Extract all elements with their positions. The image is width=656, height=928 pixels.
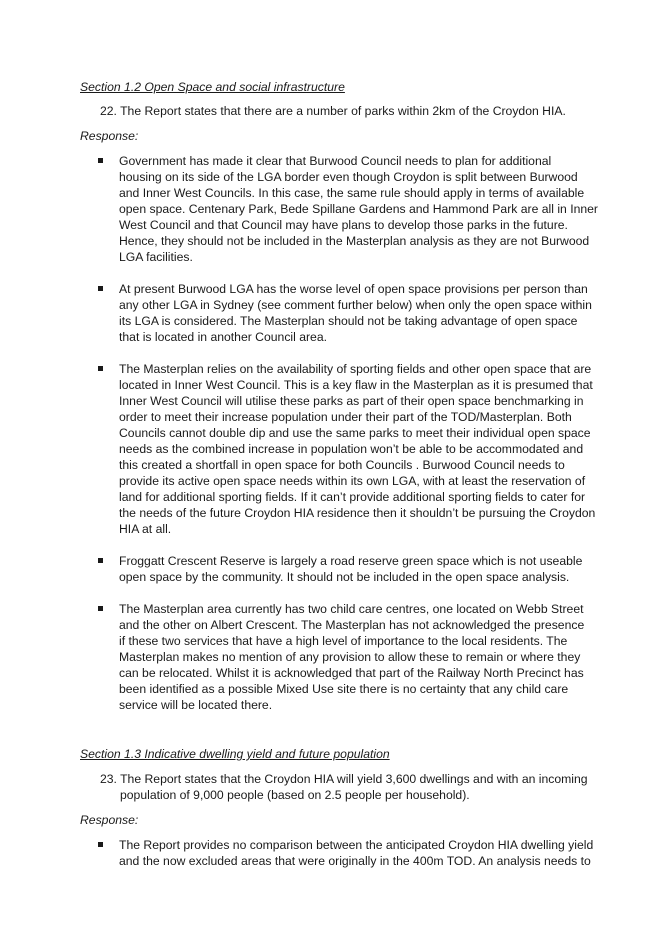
bullet-line: LGA facilities. xyxy=(119,250,193,264)
bullet-line: and the other on Albert Crescent. The Masterplan has not acknowledged the presence xyxy=(119,618,585,632)
bullet-line: and the now excluded areas that were originally in the 400m TOD. An analysis needs to xyxy=(119,854,591,868)
bullet-line: HIA at all. xyxy=(119,522,172,536)
bullet-marker xyxy=(98,842,103,847)
bullet-line: this created a shortfall in open space for both Councils . Burwood Council needs to xyxy=(119,458,565,472)
bullet-item xyxy=(98,553,588,585)
bullet-line: provide its active open space needs within its own LGA, with at least the reservation of xyxy=(119,474,586,488)
bullet-line: its LGA is considered. The Masterplan should not be taking advantage of open space xyxy=(119,314,578,328)
section-1-3-heading: Section 1.3 Indicative dwelling yield and future population xyxy=(80,747,390,761)
bullet-marker xyxy=(98,158,103,163)
bullet-line: Froggatt Crescent Reserve is largely a road reserve green space which is not useable xyxy=(119,554,583,568)
bullet-line: Government has made it clear that Burwood Council needs to plan for additional xyxy=(119,154,552,168)
bullet-line: West Council and that Council may have plans to develop those parks in the future. xyxy=(119,218,568,232)
bullet-line: service will be located there. xyxy=(119,698,273,712)
bullet-line: been identified as a possible Mixed Use site there is no certainty that any child care xyxy=(119,682,569,696)
bullet-marker xyxy=(98,366,103,371)
bullet-line: can be relocated. Whilst it is acknowledged that part of the Railway North Precinct has xyxy=(119,666,584,680)
bullet-line: Councils cannot double dip and use the same parks to meet their individual open space xyxy=(119,426,591,440)
bullet-line: The Masterplan area currently has two child care centres, one located on Webb Street xyxy=(119,602,584,616)
bullet-item xyxy=(98,837,594,869)
numbered-item-line: 22. The Report states that there are a number of parks within 2km of the Croydon HIA. xyxy=(100,104,566,118)
numbered-item-line: 23. The Report states that the Croydon HIA will yield 3,600 dwellings and with an incoming xyxy=(100,772,588,786)
bullet-line: the needs of the future Croydon HIA residence then it shouldn’t be pursuing the Croydon xyxy=(119,506,596,520)
bullet-line: The Report provides no comparison between the anticipated Croydon HIA dwelling yield xyxy=(119,838,594,852)
bullet-marker xyxy=(98,286,103,291)
response-label: Response: xyxy=(80,813,139,827)
bullet-marker xyxy=(98,606,103,611)
bullet-marker xyxy=(98,558,103,563)
bullet-line: Masterplan makes no mention of any provision to allow these to remain or where they xyxy=(119,650,581,664)
bullet-item xyxy=(98,281,592,345)
bullet-line: land for additional sporting fields. If it can’t provide additional sporting fields to cater for xyxy=(119,490,586,504)
response-label: Response: xyxy=(80,129,139,143)
bullet-line: needs as the combined increase in population won’t be able to be accommodated and xyxy=(119,442,584,456)
numbered-item-22 xyxy=(100,103,590,119)
bullet-line: Inner West Council will utilise these parks as part of their open space benchmarking in xyxy=(119,394,584,408)
bullet-line: Hence, they should not be included in the Masterplan analysis as they are not Burwood xyxy=(119,234,590,248)
bullet-line: The Masterplan relies on the availability of sporting fields and other open space that are xyxy=(119,362,592,376)
bullet-line: open space. Centenary Park, Bede Spillane Gardens and Hammond Park are all in Inner xyxy=(119,202,598,216)
bullet-line: order to meet their increase population under their part of the TOD/Masterplan. Both xyxy=(119,410,572,424)
bullet-line: At present Burwood LGA has the worse level of open space provisions per person than xyxy=(119,282,588,296)
bullet-item xyxy=(98,601,588,713)
bullet-line: that is located in another Council area. xyxy=(119,330,327,344)
bullet-line: if these two services that have a high level of importance to the local residents. The xyxy=(119,634,568,648)
bullet-line: housing on its side of the LGA border even though Croydon is split between Burwood xyxy=(119,170,578,184)
bullet-line: and Inner West Councils. In this case, the same rule should apply in terms of available xyxy=(119,186,585,200)
bullet-item xyxy=(98,361,596,537)
bullet-line: any other LGA in Sydney (see comment further below) when only the open space within xyxy=(119,298,592,312)
section-1-2-heading: Section 1.2 Open Space and social infrastructure xyxy=(80,80,345,94)
numbered-item-23 xyxy=(100,771,590,803)
bullet-line: open space by the community. It should not be included in the open space analysis. xyxy=(119,570,570,584)
bullet-item xyxy=(98,153,598,265)
numbered-item-line: population of 9,000 people (based on 2.5 people per household). xyxy=(120,788,470,802)
bullet-line: located in Inner West Council. This is a key flaw in the Masterplan as it is presumed that xyxy=(119,378,593,392)
